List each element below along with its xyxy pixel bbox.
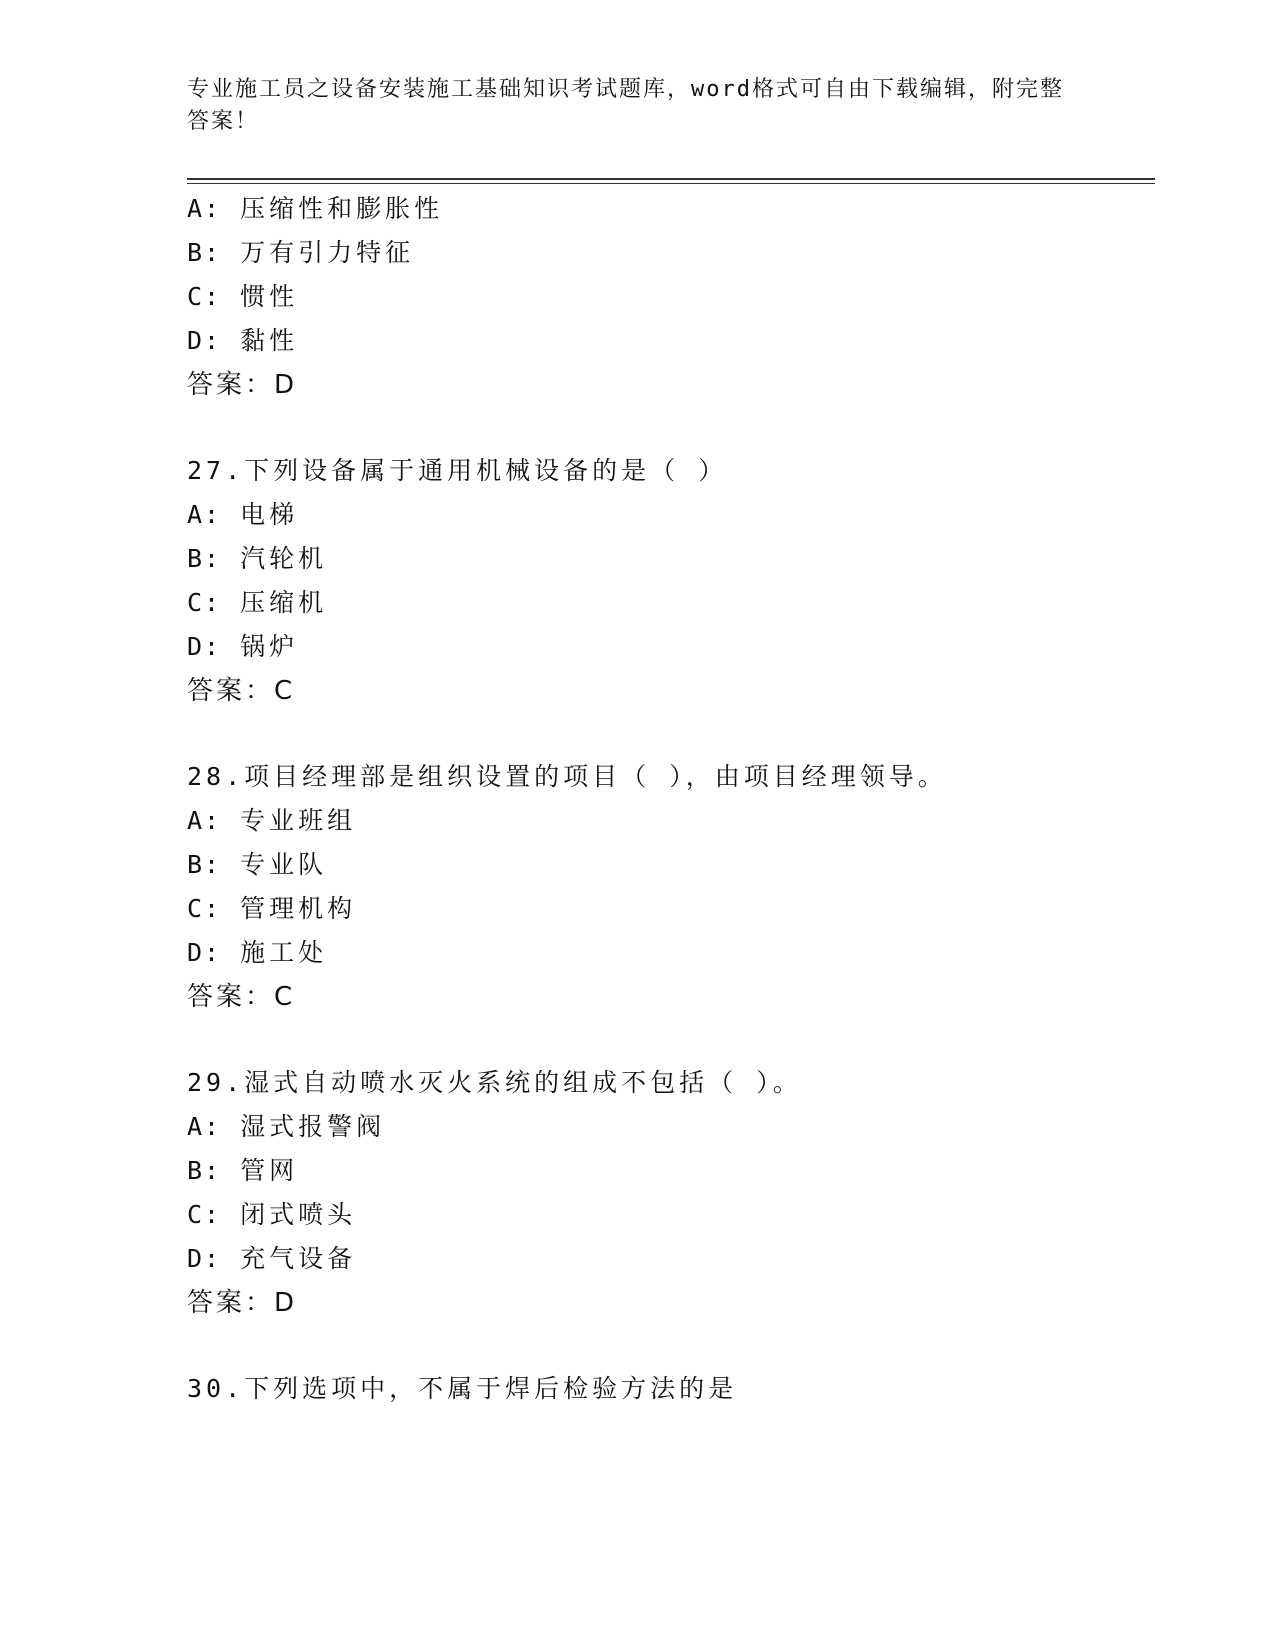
option-text: 湿式报警阀 bbox=[240, 1112, 386, 1141]
option-text: 管网 bbox=[240, 1156, 299, 1185]
option-letter: B: bbox=[187, 850, 222, 879]
document-header: 专业施工员之设备安装施工基础知识考试题库，word格式可自由下载编辑，附完整答案！ bbox=[187, 77, 1064, 134]
question-stem: 30.下列选项中，不属于焊后检验方法的是 bbox=[187, 1374, 738, 1403]
option-b bbox=[187, 544, 327, 574]
answer-line: 答案：C bbox=[187, 676, 296, 706]
option-text: 惯性 bbox=[240, 282, 299, 311]
option-c bbox=[187, 282, 298, 312]
option-letter: C: bbox=[187, 1200, 222, 1229]
option-letter: B: bbox=[187, 238, 222, 267]
option-text: 专业队 bbox=[240, 850, 328, 879]
answer-line: 答案：C bbox=[187, 982, 296, 1012]
option-letter: C: bbox=[187, 282, 222, 311]
option-letter: B: bbox=[187, 1156, 222, 1185]
option-text: 专业班组 bbox=[240, 806, 357, 835]
header-divider bbox=[187, 178, 1155, 180]
option-text: 管理机构 bbox=[240, 894, 357, 923]
option-a bbox=[187, 194, 443, 224]
option-letter: C: bbox=[187, 894, 222, 923]
option-letter: C: bbox=[187, 588, 222, 617]
option-d bbox=[187, 326, 298, 356]
option-letter: A: bbox=[187, 194, 222, 223]
question-stem: 27.下列设备属于通用机械设备的是（ ） bbox=[187, 456, 728, 485]
option-d bbox=[187, 632, 298, 662]
answer-line: 答案：D bbox=[187, 1288, 298, 1318]
option-letter: D: bbox=[187, 326, 222, 355]
option-text: 压缩性和膨胀性 bbox=[240, 194, 444, 223]
option-text: 汽轮机 bbox=[240, 544, 328, 573]
option-letter: A: bbox=[187, 500, 222, 529]
answer-line: 答案：D bbox=[187, 370, 298, 400]
option-a bbox=[187, 806, 356, 836]
option-text: 锅炉 bbox=[240, 632, 299, 661]
option-a bbox=[187, 500, 298, 530]
option-c bbox=[187, 1200, 356, 1230]
option-b bbox=[187, 1156, 298, 1186]
question-stem: 29.湿式自动喷水灭火系统的组成不包括（ ）。 bbox=[187, 1068, 802, 1097]
option-text: 压缩机 bbox=[240, 588, 328, 617]
option-b bbox=[187, 850, 327, 880]
option-text: 万有引力特征 bbox=[240, 238, 415, 267]
option-text: 电梯 bbox=[240, 500, 299, 529]
option-letter: D: bbox=[187, 938, 222, 967]
option-d bbox=[187, 1244, 356, 1274]
option-a bbox=[187, 1112, 385, 1142]
question-stem: 28.项目经理部是组织设置的项目（ ），由项目经理领导。 bbox=[187, 762, 947, 791]
option-b bbox=[187, 238, 414, 268]
option-text: 施工处 bbox=[240, 938, 328, 967]
option-c bbox=[187, 588, 327, 618]
option-d bbox=[187, 938, 327, 968]
option-letter: B: bbox=[187, 544, 222, 573]
option-text: 黏性 bbox=[240, 326, 299, 355]
option-text: 闭式喷头 bbox=[240, 1200, 357, 1229]
option-letter: D: bbox=[187, 1244, 222, 1273]
header-divider-thin bbox=[187, 183, 1155, 184]
option-c bbox=[187, 894, 356, 924]
option-letter: D: bbox=[187, 632, 222, 661]
option-letter: A: bbox=[187, 806, 222, 835]
option-letter: A: bbox=[187, 1112, 222, 1141]
option-text: 充气设备 bbox=[240, 1244, 357, 1273]
